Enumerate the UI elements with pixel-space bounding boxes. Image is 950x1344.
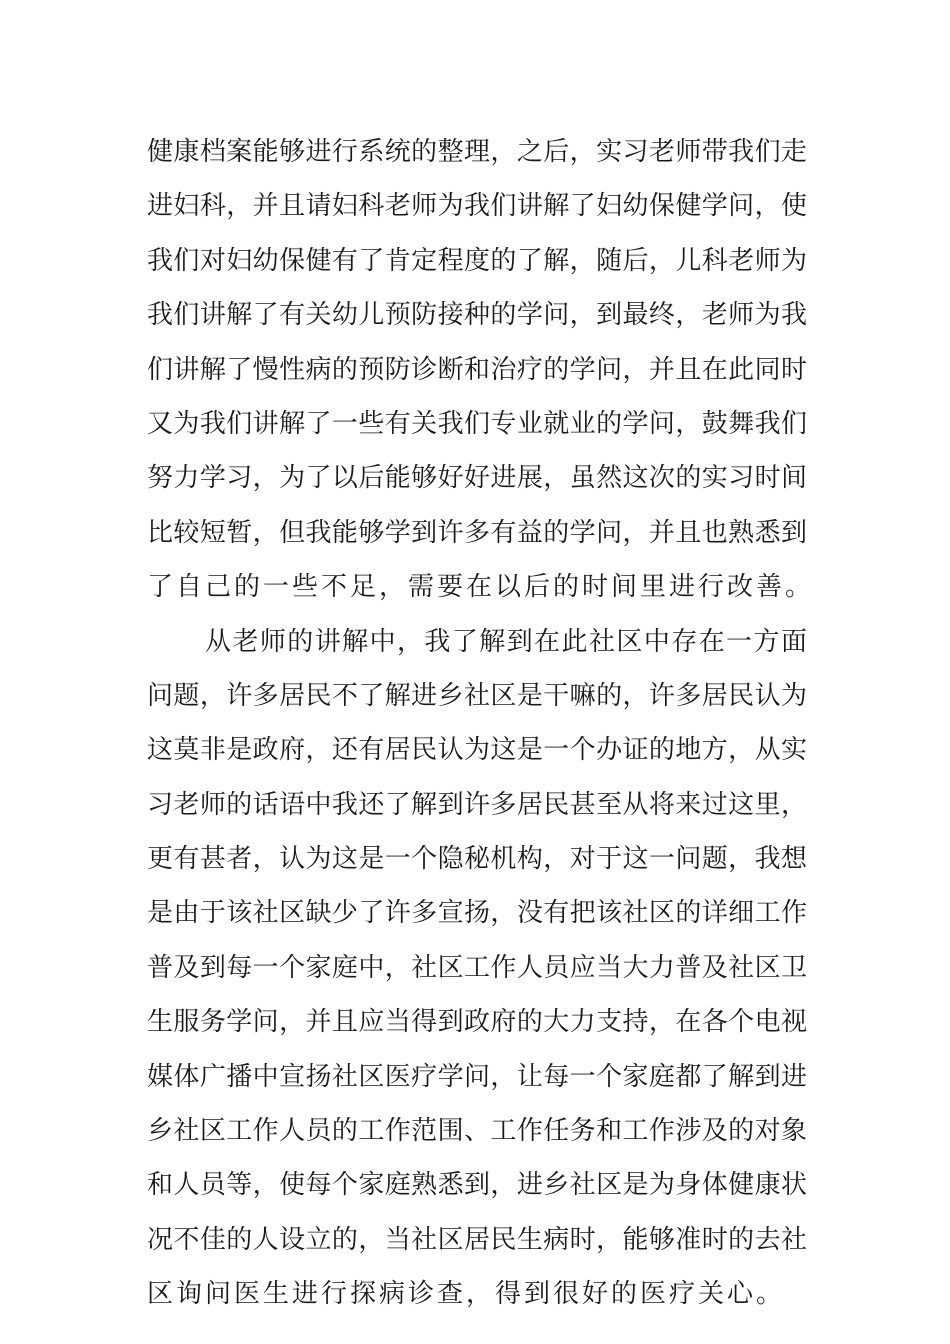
paragraph-2-line-3: 这莫非是政府，还有居民认为这是一个办证的地方，从实 — [147, 735, 807, 766]
paragraph-2-line-2: 问题，许多居民不了解进乡社区是干嘛的，许多居民认为 — [147, 680, 807, 711]
paragraph-2-line-4: 习老师的话语中我还了解到许多居民甚至从将来过这里， — [147, 789, 807, 820]
paragraph-2-line-7: 普及到每一个家庭中，社区工作人员应当大力普及社区卫 — [147, 952, 807, 983]
paragraph-2-line-13: 区询问医生进行探病诊查，得到很好的医疗关心。 — [147, 1279, 786, 1310]
paragraph-2-line-12: 况不佳的人设立的，当社区居民生病时，能够准时的去社 — [147, 1224, 807, 1255]
paragraph-1-line-8: 比较短暂，但我能够学到许多有益的学问，并且也熟悉到 — [147, 517, 807, 548]
paragraph-2-line-6: 是由于该社区缺少了许多宣扬，没有把该社区的详细工作 — [147, 898, 807, 929]
paragraph-1-line-2: 进妇科，并且请妇科老师为我们讲解了妇幼保健学问，使 — [147, 191, 807, 222]
paragraph-1 — [147, 125, 815, 615]
paragraph-1-line-1: 健康档案能够进行系统的整理，之后，实习老师带我们走 — [147, 137, 807, 167]
paragraph-2 — [147, 615, 807, 1322]
paragraph-1-line-3: 我们对妇幼保健有了肯定程度的了解，随后，儿科老师为 — [147, 245, 807, 276]
paragraph-2-line-1: 从老师的讲解中，我了解到在此社区中存在一方面 — [205, 626, 807, 657]
body-text — [147, 125, 815, 1322]
paragraph-2-line-11: 和人员等，使每个家庭熟悉到，进乡社区是为身体健康状 — [147, 1170, 807, 1201]
paragraph-1-line-9: 了自己的一些不足，需要在以后的时间里进行改善。 — [147, 572, 815, 603]
paragraph-2-line-10: 乡社区工作人员的工作范围、工作任务和工作涉及的对象 — [147, 1116, 807, 1147]
paragraph-2-line-9: 媒体广播中宣扬社区医疗学问，让每一个家庭都了解到进 — [147, 1061, 807, 1092]
paragraph-2-line-5: 更有甚者，认为这是一个隐秘机构，对于这一问题，我想 — [147, 844, 807, 875]
paragraph-2-line-8: 生服务学问，并且应当得到政府的大力支持，在各个电视 — [147, 1007, 807, 1038]
paragraph-1-line-4: 我们讲解了有关幼儿预防接种的学问，到最终，老师为我 — [147, 300, 807, 331]
paragraph-1-line-5: 们讲解了慢性病的预防诊断和治疗的学问，并且在此同时 — [147, 354, 807, 385]
paragraph-1-line-7: 努力学习，为了以后能够好好进展，虽然这次的实习时间 — [147, 463, 807, 494]
paragraph-1-line-6: 又为我们讲解了一些有关我们专业就业的学问，鼓舞我们 — [147, 408, 807, 439]
